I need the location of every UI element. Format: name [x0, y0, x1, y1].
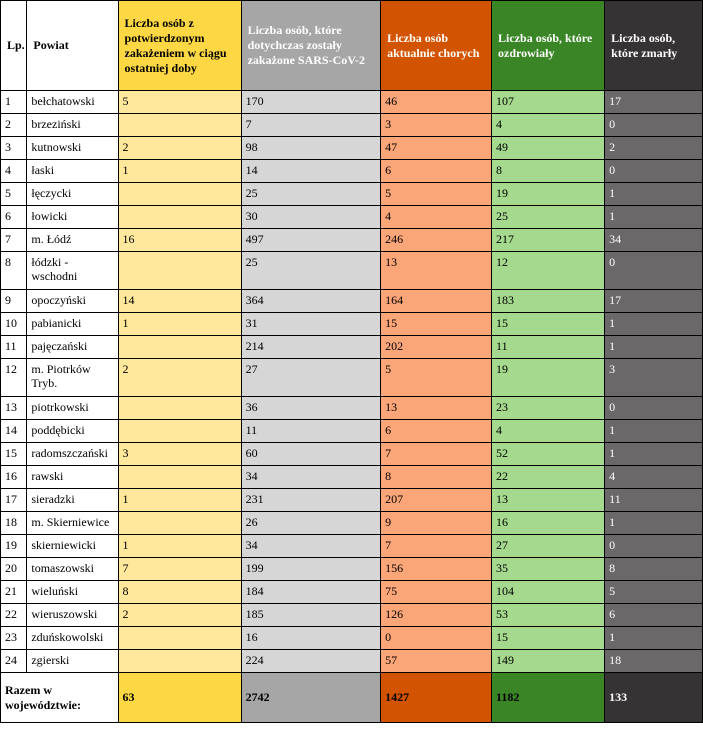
cell-lp: 10 — [1, 313, 27, 336]
cell-currently-sick: 5 — [381, 359, 492, 397]
cell-total-cases: 497 — [241, 229, 381, 252]
cell-total-cases: 7 — [241, 114, 381, 137]
cell-total-cases: 170 — [241, 91, 381, 114]
cell-currently-sick: 7 — [381, 443, 492, 466]
cell-lp: 20 — [1, 558, 27, 581]
cell-powiat: łęczycki — [27, 183, 118, 206]
cell-deceased: 1 — [605, 206, 703, 229]
table-row — [1, 252, 703, 290]
cell-total-cases: 27 — [241, 359, 381, 397]
cell-currently-sick: 47 — [381, 137, 492, 160]
cell-currently-sick: 75 — [381, 581, 492, 604]
header-deceased: Liczba osób, które zmarły — [605, 1, 703, 91]
totals-row — [1, 673, 703, 723]
cell-lp: 12 — [1, 359, 27, 397]
cell-currently-sick: 6 — [381, 420, 492, 443]
cell-lp: 11 — [1, 336, 27, 359]
cell-deceased: 0 — [605, 397, 703, 420]
cell-currently-sick: 8 — [381, 466, 492, 489]
cell-recovered: 104 — [492, 581, 605, 604]
cell-deceased: 0 — [605, 160, 703, 183]
cell-lp: 15 — [1, 443, 27, 466]
cell-recovered: 15 — [492, 627, 605, 650]
cell-currently-sick: 207 — [381, 489, 492, 512]
cell-deceased: 0 — [605, 535, 703, 558]
table-row — [1, 650, 703, 673]
cell-new-cases: 1 — [118, 160, 241, 183]
cell-total-cases: 31 — [241, 313, 381, 336]
cell-currently-sick: 3 — [381, 114, 492, 137]
cell-recovered: 217 — [492, 229, 605, 252]
cell-total-cases: 11 — [241, 420, 381, 443]
cell-deceased: 1 — [605, 183, 703, 206]
cell-currently-sick: 13 — [381, 252, 492, 290]
table-row — [1, 229, 703, 252]
cell-powiat: kutnowski — [27, 137, 118, 160]
cell-deceased: 8 — [605, 558, 703, 581]
cell-new-cases: 2 — [118, 137, 241, 160]
cell-new-cases: 1 — [118, 489, 241, 512]
cell-recovered: 23 — [492, 397, 605, 420]
header-total-cases: Liczba osób, które dotychczas zostały zakażone SARS-CoV-2 — [241, 1, 381, 91]
cell-recovered: 53 — [492, 604, 605, 627]
cell-recovered: 27 — [492, 535, 605, 558]
cell-lp: 8 — [1, 252, 27, 290]
cell-powiat: łódzki - wschodni — [27, 252, 118, 290]
cell-total-cases: 231 — [241, 489, 381, 512]
cell-new-cases — [118, 336, 241, 359]
cell-powiat: poddębicki — [27, 420, 118, 443]
cell-new-cases — [118, 397, 241, 420]
cell-deceased: 17 — [605, 91, 703, 114]
cell-currently-sick: 15 — [381, 313, 492, 336]
cell-deceased: 1 — [605, 443, 703, 466]
cell-deceased: 11 — [605, 489, 703, 512]
cell-lp: 22 — [1, 604, 27, 627]
cell-currently-sick: 202 — [381, 336, 492, 359]
cell-lp: 7 — [1, 229, 27, 252]
table-row — [1, 604, 703, 627]
table-row — [1, 443, 703, 466]
totals-label: Razem w województwie: — [1, 673, 119, 723]
header-powiat: Powiat — [27, 1, 118, 91]
cell-new-cases — [118, 627, 241, 650]
cell-total-cases: 98 — [241, 137, 381, 160]
cell-powiat: m. Piotrków Tryb. — [27, 359, 118, 397]
cell-recovered: 19 — [492, 359, 605, 397]
cell-lp: 13 — [1, 397, 27, 420]
cell-recovered: 49 — [492, 137, 605, 160]
cell-new-cases: 5 — [118, 91, 241, 114]
cell-deceased: 5 — [605, 581, 703, 604]
cell-recovered: 12 — [492, 252, 605, 290]
cell-new-cases — [118, 183, 241, 206]
cell-new-cases: 8 — [118, 581, 241, 604]
table-row — [1, 627, 703, 650]
cell-currently-sick: 7 — [381, 535, 492, 558]
table-row — [1, 359, 703, 397]
header-recovered: Liczba osób, które ozdrowiały — [492, 1, 605, 91]
cell-lp: 24 — [1, 650, 27, 673]
table-row — [1, 397, 703, 420]
header-currently-sick: Liczba osób aktualnie chorych — [381, 1, 492, 91]
cell-powiat: pabianicki — [27, 313, 118, 336]
table-row — [1, 512, 703, 535]
totals-new: 63 — [118, 673, 241, 723]
cell-deceased: 1 — [605, 420, 703, 443]
cell-total-cases: 16 — [241, 627, 381, 650]
cell-powiat: m. Skierniewice — [27, 512, 118, 535]
cell-powiat: wieluński — [27, 581, 118, 604]
table-row — [1, 137, 703, 160]
cell-lp: 23 — [1, 627, 27, 650]
cell-total-cases: 14 — [241, 160, 381, 183]
cell-recovered: 13 — [492, 489, 605, 512]
cell-currently-sick: 156 — [381, 558, 492, 581]
cell-deceased: 1 — [605, 313, 703, 336]
totals-sick: 1427 — [381, 673, 492, 723]
totals-dead: 133 — [605, 673, 703, 723]
cell-new-cases — [118, 206, 241, 229]
cell-deceased: 1 — [605, 336, 703, 359]
cell-total-cases: 364 — [241, 290, 381, 313]
cell-deceased: 0 — [605, 252, 703, 290]
table-row — [1, 290, 703, 313]
cell-currently-sick: 57 — [381, 650, 492, 673]
table-row — [1, 535, 703, 558]
cell-recovered: 25 — [492, 206, 605, 229]
table-row — [1, 489, 703, 512]
cell-powiat: radomszczański — [27, 443, 118, 466]
cell-recovered: 4 — [492, 114, 605, 137]
cell-lp: 16 — [1, 466, 27, 489]
table-row — [1, 336, 703, 359]
cell-currently-sick: 4 — [381, 206, 492, 229]
cell-lp: 5 — [1, 183, 27, 206]
cell-powiat: opoczyński — [27, 290, 118, 313]
cell-deceased: 4 — [605, 466, 703, 489]
cell-new-cases: 2 — [118, 604, 241, 627]
table-row — [1, 183, 703, 206]
cell-new-cases: 1 — [118, 535, 241, 558]
cell-new-cases — [118, 114, 241, 137]
header-row — [1, 1, 703, 91]
cell-lp: 3 — [1, 137, 27, 160]
cell-total-cases: 184 — [241, 581, 381, 604]
cell-total-cases: 199 — [241, 558, 381, 581]
cell-recovered: 15 — [492, 313, 605, 336]
cell-currently-sick: 13 — [381, 397, 492, 420]
cell-lp: 1 — [1, 91, 27, 114]
cell-lp: 9 — [1, 290, 27, 313]
cell-lp: 4 — [1, 160, 27, 183]
cell-lp: 6 — [1, 206, 27, 229]
cell-recovered: 107 — [492, 91, 605, 114]
cell-deceased: 18 — [605, 650, 703, 673]
cell-lp: 18 — [1, 512, 27, 535]
cell-recovered: 8 — [492, 160, 605, 183]
cell-currently-sick: 9 — [381, 512, 492, 535]
cell-powiat: pajęczański — [27, 336, 118, 359]
cell-new-cases: 7 — [118, 558, 241, 581]
cell-total-cases: 34 — [241, 535, 381, 558]
totals-recovered: 1182 — [492, 673, 605, 723]
cell-powiat: sieradzki — [27, 489, 118, 512]
cell-deceased: 34 — [605, 229, 703, 252]
cell-recovered: 11 — [492, 336, 605, 359]
cell-powiat: łowicki — [27, 206, 118, 229]
cell-powiat: zduńskowolski — [27, 627, 118, 650]
cell-powiat: tomaszowski — [27, 558, 118, 581]
cell-recovered: 35 — [492, 558, 605, 581]
cell-new-cases — [118, 650, 241, 673]
table-row — [1, 420, 703, 443]
cell-new-cases — [118, 512, 241, 535]
cell-total-cases: 185 — [241, 604, 381, 627]
cell-currently-sick: 0 — [381, 627, 492, 650]
cell-currently-sick: 126 — [381, 604, 492, 627]
cell-deceased: 6 — [605, 604, 703, 627]
cell-new-cases: 16 — [118, 229, 241, 252]
table-row — [1, 581, 703, 604]
cell-lp: 2 — [1, 114, 27, 137]
table-row — [1, 206, 703, 229]
cell-currently-sick: 6 — [381, 160, 492, 183]
cell-total-cases: 224 — [241, 650, 381, 673]
header-lp: Lp. — [1, 1, 27, 91]
cell-deceased: 1 — [605, 627, 703, 650]
cell-total-cases: 30 — [241, 206, 381, 229]
cell-total-cases: 26 — [241, 512, 381, 535]
header-new-cases: Liczba osób z potwierdzonym zakażeniem w ciągu ostatniej doby — [118, 1, 241, 91]
cell-currently-sick: 5 — [381, 183, 492, 206]
cell-recovered: 4 — [492, 420, 605, 443]
cell-lp: 17 — [1, 489, 27, 512]
cell-new-cases: 3 — [118, 443, 241, 466]
totals-total: 2742 — [241, 673, 381, 723]
cell-recovered: 19 — [492, 183, 605, 206]
cell-total-cases: 36 — [241, 397, 381, 420]
cell-powiat: łaski — [27, 160, 118, 183]
cell-deceased: 0 — [605, 114, 703, 137]
cell-new-cases — [118, 420, 241, 443]
cell-currently-sick: 46 — [381, 91, 492, 114]
cell-new-cases — [118, 466, 241, 489]
cell-new-cases: 1 — [118, 313, 241, 336]
cell-powiat: wieruszowski — [27, 604, 118, 627]
cell-lp: 14 — [1, 420, 27, 443]
cell-recovered: 183 — [492, 290, 605, 313]
cell-recovered: 16 — [492, 512, 605, 535]
table-row — [1, 558, 703, 581]
cell-recovered: 52 — [492, 443, 605, 466]
cell-recovered: 149 — [492, 650, 605, 673]
table-row — [1, 466, 703, 489]
cell-total-cases: 214 — [241, 336, 381, 359]
cell-recovered: 22 — [492, 466, 605, 489]
cell-new-cases — [118, 252, 241, 290]
cell-currently-sick: 246 — [381, 229, 492, 252]
cell-total-cases: 34 — [241, 466, 381, 489]
cell-powiat: m. Łódź — [27, 229, 118, 252]
cell-lp: 19 — [1, 535, 27, 558]
cell-powiat: rawski — [27, 466, 118, 489]
cell-deceased: 1 — [605, 512, 703, 535]
table-row — [1, 313, 703, 336]
cell-lp: 21 — [1, 581, 27, 604]
cell-deceased: 17 — [605, 290, 703, 313]
cell-new-cases: 2 — [118, 359, 241, 397]
cell-deceased: 3 — [605, 359, 703, 397]
cell-currently-sick: 164 — [381, 290, 492, 313]
cell-powiat: zgierski — [27, 650, 118, 673]
table-row — [1, 91, 703, 114]
table-row — [1, 114, 703, 137]
cell-deceased: 2 — [605, 137, 703, 160]
cell-total-cases: 60 — [241, 443, 381, 466]
cell-powiat: bełchatowski — [27, 91, 118, 114]
cell-powiat: piotrkowski — [27, 397, 118, 420]
cell-powiat: skierniewicki — [27, 535, 118, 558]
cell-total-cases: 25 — [241, 183, 381, 206]
table-row — [1, 160, 703, 183]
cell-new-cases: 14 — [118, 290, 241, 313]
cell-powiat: brzeziński — [27, 114, 118, 137]
cell-total-cases: 25 — [241, 252, 381, 290]
table-body — [1, 91, 703, 673]
